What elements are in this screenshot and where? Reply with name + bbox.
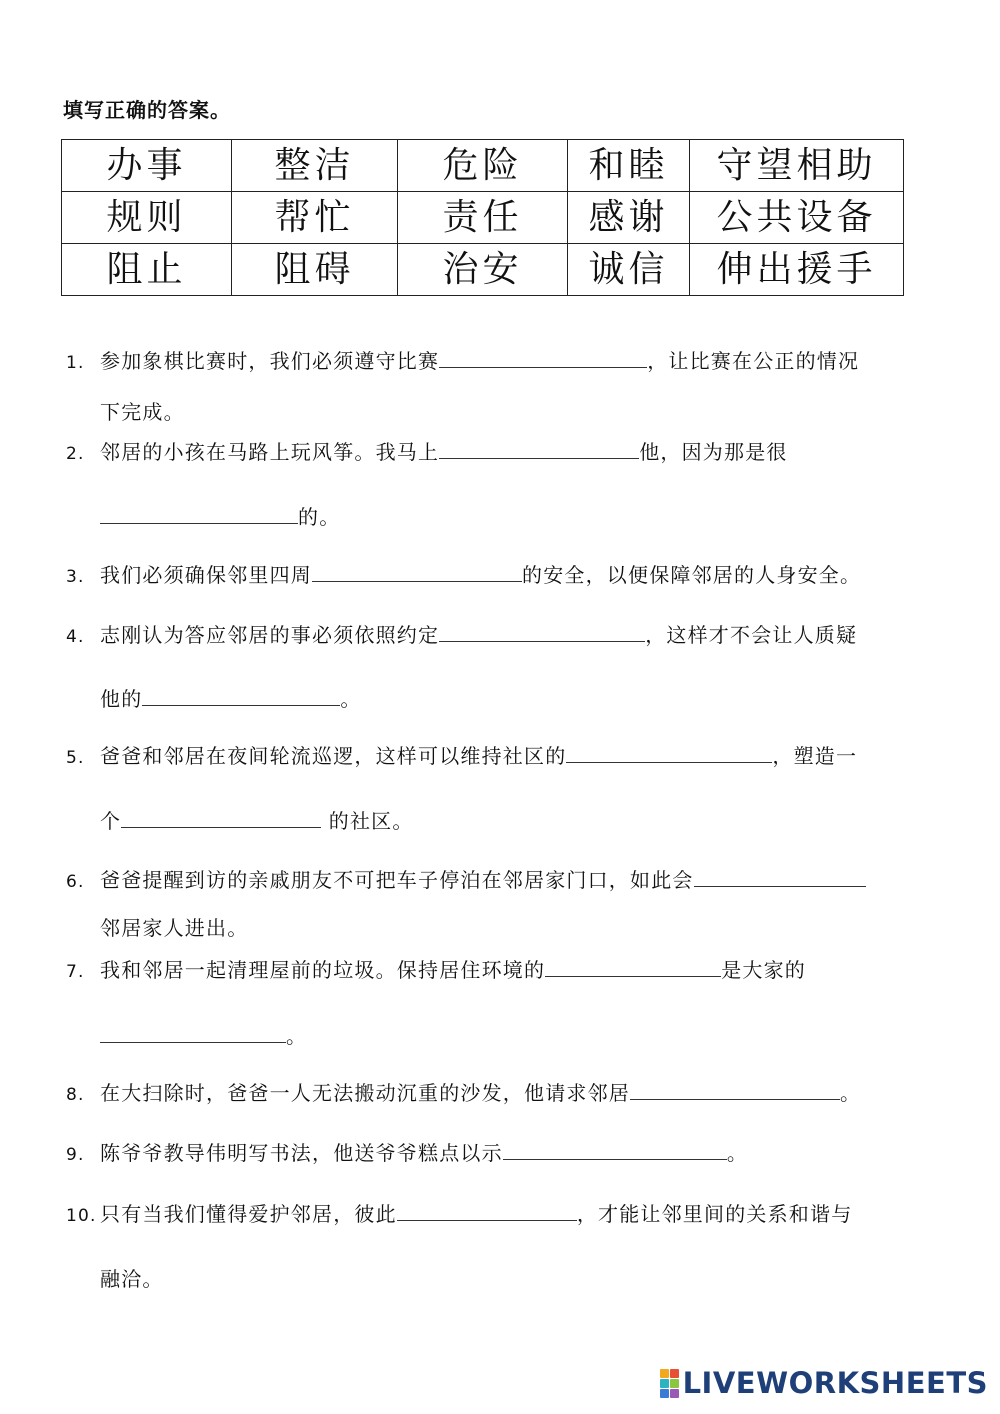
word-bank-row — [62, 140, 904, 192]
word-bank-cell: 诚信 — [568, 244, 690, 296]
word-bank-cell: 治安 — [398, 244, 568, 296]
question-text: 志刚认为答应邻居的事必须依照约定 — [100, 623, 440, 647]
question-text: 。 — [726, 1141, 749, 1165]
question-text: 爸爸提醒到访的亲戚朋友不可把车子停泊在邻居家门口，如此会 — [100, 868, 694, 892]
question-number: 8. — [66, 1085, 85, 1105]
answer-blank[interactable] — [503, 1139, 727, 1160]
question-7 — [66, 942, 806, 1000]
question-text: ，塑造一 — [772, 744, 858, 768]
question-number: 5. — [66, 748, 85, 768]
question-text: ，这样才不会让人质疑 — [645, 623, 858, 647]
answer-blank[interactable] — [142, 685, 340, 706]
answer-blank[interactable] — [312, 561, 522, 582]
question-number: 2. — [66, 444, 85, 464]
brand-name: LIVEWORKSHEETS — [682, 1366, 988, 1400]
question-text: 只有当我们懂得爱护邻居，彼此 — [100, 1202, 397, 1226]
question-text: 在大扫除时，爸爸一人无法搬动沉重的沙发，他请求邻居 — [100, 1081, 630, 1105]
question-number: 6. — [66, 872, 85, 892]
answer-blank[interactable] — [397, 1200, 577, 1221]
question-10-continuation: 融洽。 — [100, 1267, 164, 1291]
word-bank-cell: 规则 — [62, 192, 232, 244]
question-3 — [66, 547, 861, 605]
answer-blank[interactable] — [630, 1079, 840, 1100]
answer-blank[interactable] — [545, 956, 721, 977]
question-number: 9. — [66, 1145, 85, 1165]
question-6-continuation: 邻居家人进出。 — [100, 916, 249, 940]
question-text: 。 — [340, 687, 362, 711]
answer-blank[interactable] — [439, 438, 639, 459]
question-4-continuation — [100, 683, 362, 712]
question-1 — [66, 333, 859, 391]
answer-blank[interactable] — [566, 742, 772, 763]
question-text: ，让比赛在公正的情况 — [647, 349, 860, 373]
answer-blank[interactable] — [121, 807, 321, 828]
answer-blank[interactable] — [439, 621, 645, 642]
question-text: 他，因为那是很 — [639, 440, 788, 464]
question-text: 我们必须确保邻里四周 — [100, 563, 312, 587]
word-bank-table — [61, 139, 904, 296]
question-number: 3. — [66, 567, 85, 587]
word-bank-cell: 危险 — [398, 140, 568, 192]
question-number: 1. — [66, 353, 85, 373]
word-bank-cell: 责任 — [398, 192, 568, 244]
question-text: 。 — [286, 1024, 308, 1048]
question-text: 爸爸和邻居在夜间轮流巡逻，这样可以维持社区的 — [100, 744, 567, 768]
question-4 — [66, 607, 857, 665]
word-bank-cell: 帮忙 — [232, 192, 398, 244]
liveworksheets-logo-icon — [660, 1369, 679, 1398]
word-bank-cell: 和睦 — [568, 140, 690, 192]
question-number: 10. — [66, 1206, 97, 1226]
word-bank-cell: 守望相助 — [690, 140, 904, 192]
word-bank-cell: 伸出援手 — [690, 244, 904, 296]
question-text: 他的 — [100, 687, 143, 711]
question-text: 是大家的 — [721, 958, 807, 982]
question-number: 4. — [66, 627, 85, 647]
word-bank-cell: 公共设备 — [690, 192, 904, 244]
answer-blank[interactable] — [100, 1022, 286, 1043]
word-bank-cell: 阻止 — [62, 244, 232, 296]
word-bank-cell: 整洁 — [232, 140, 398, 192]
word-bank-cell: 感谢 — [568, 192, 690, 244]
question-1-continuation: 下完成。 — [100, 400, 185, 424]
question-9 — [66, 1125, 748, 1183]
word-bank-cell: 阻碍 — [232, 244, 398, 296]
word-bank-cell: 办事 — [62, 140, 232, 192]
question-5 — [66, 728, 857, 786]
question-text: 陈爷爷教导伟明写书法，他送爷爷糕点以示 — [100, 1141, 503, 1165]
question-text: 参加象棋比赛时，我们必须遵守比赛 — [100, 349, 440, 373]
question-5-continuation — [100, 805, 414, 834]
question-2 — [66, 424, 788, 482]
question-text: 的。 — [298, 505, 341, 529]
question-7-continuation — [100, 1020, 307, 1049]
word-bank-row — [62, 244, 904, 296]
instruction-heading: 填写正确的答案。 — [63, 98, 231, 122]
question-text: 邻居的小孩在马路上玩风筝。我马上 — [100, 440, 440, 464]
answer-blank[interactable] — [439, 347, 647, 368]
question-text: ，才能让邻里间的关系和谐与 — [576, 1202, 853, 1226]
question-2-continuation — [100, 501, 340, 530]
question-text: 的安全，以便保障邻居的人身安全。 — [522, 563, 862, 587]
answer-blank[interactable] — [100, 503, 298, 524]
question-text: 我和邻居一起清理屋前的垃圾。保持居住环境的 — [100, 958, 546, 982]
question-8 — [66, 1065, 861, 1123]
question-10 — [66, 1186, 852, 1244]
question-number: 7. — [66, 962, 85, 982]
answer-blank[interactable] — [694, 866, 866, 887]
liveworksheets-brand — [660, 1366, 988, 1400]
question-6 — [66, 852, 866, 910]
word-bank-row — [62, 192, 904, 244]
question-text: 个 — [100, 809, 122, 833]
question-text: 的社区。 — [321, 809, 414, 833]
question-text: 。 — [840, 1081, 862, 1105]
